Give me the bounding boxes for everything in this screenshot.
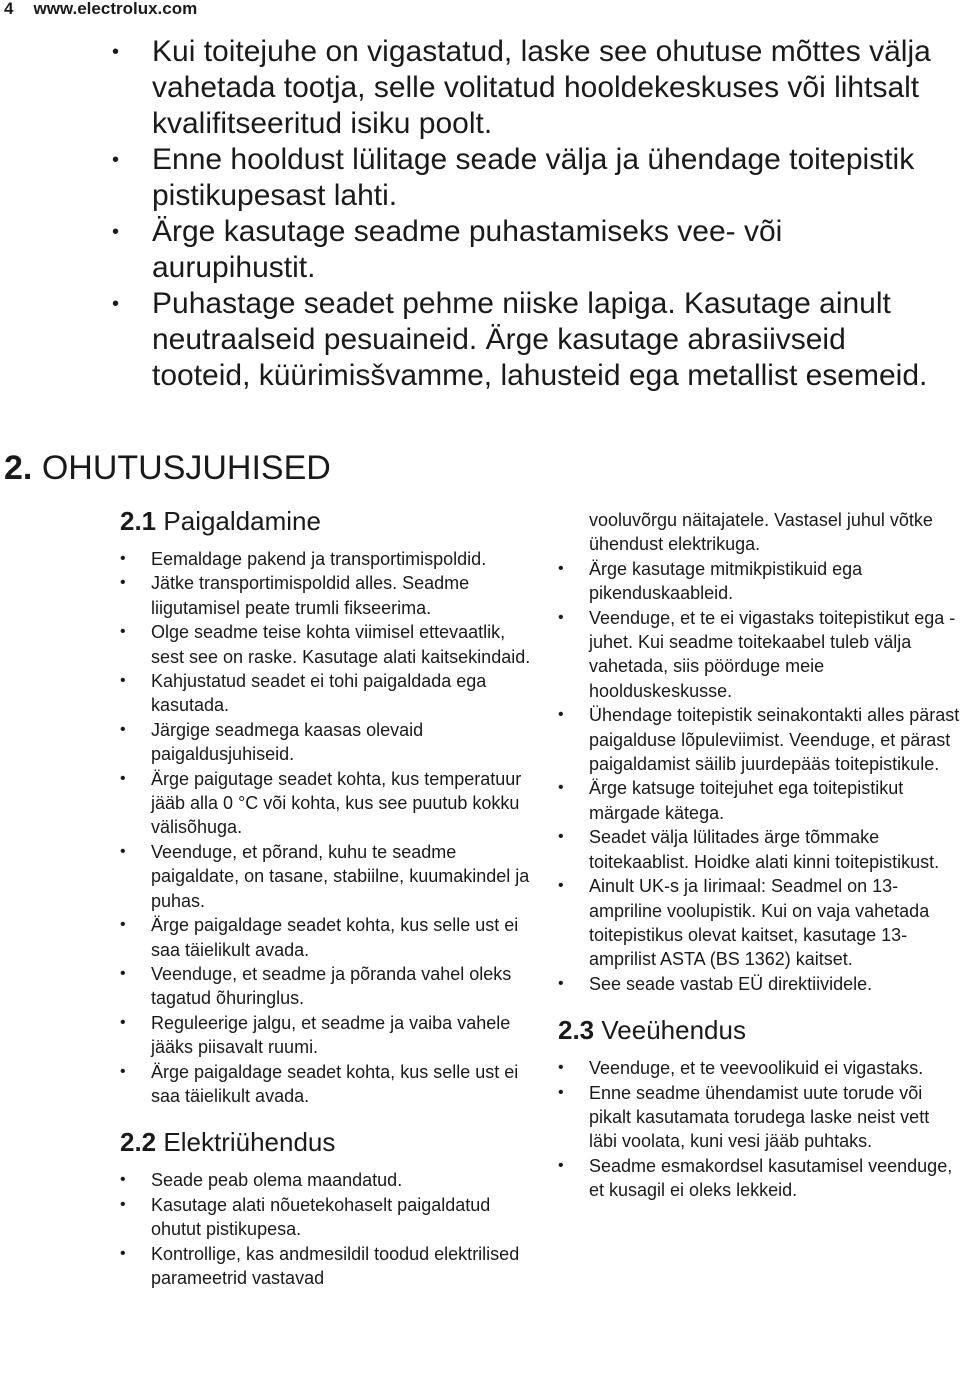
subsection-water-title: [558, 1014, 960, 1046]
list-item: • Järgige seadmega kaasas olevaid paigaldusjuhiseid.: [120, 718, 540, 767]
list-item: • Veenduge, et te ei vigastaks toitepistikut ega -juhet. Kui seadme toitekaabel tuleb välja vahetada, siis pöörduge meie hoolduskeskusse.: [558, 606, 960, 704]
subsection-number: 2.3: [558, 1015, 595, 1046]
page-number: 4: [4, 0, 14, 18]
list-item: • Olge seadme teise kohta viimisel ettevaatlik, sest see on raske. Kasutage alati kaitsekindaid.: [120, 620, 540, 669]
list-item: • Reguleerige jalgu, et seadme ja vaiba vahele jääks piisavalt ruumi.: [120, 1011, 540, 1060]
section-title: [4, 448, 331, 488]
list-item: • Eemaldage pakend ja transportimispoldid.: [120, 547, 540, 571]
list-item: • Kasutage alati nõuetekohaselt paigaldatud ohutut pistikupesa.: [120, 1193, 540, 1242]
water-list: [558, 1056, 960, 1202]
electrical-list: [120, 1168, 540, 1290]
list-item: • Ärge katsuge toitejuhet ega toitepistikut märgade kätega.: [558, 776, 960, 825]
electrical-list-continued: [558, 557, 960, 996]
list-item: • See seade vastab EÜ direktiividele.: [558, 972, 960, 996]
list-item: • Ärge kasutage seadme puhastamiseks vee- või aurupihustit.: [112, 214, 952, 286]
site-url: www.electrolux.com: [33, 0, 198, 18]
subsection-number: 2.1: [120, 506, 157, 536]
subsection-title-text: Veeühendus: [601, 1015, 746, 1046]
installation-list: [120, 547, 540, 1108]
section-title-text: OHUTUSJUHISED: [41, 449, 331, 487]
page-header: [4, 0, 197, 18]
list-item: • Enne hooldust lülitage seade välja ja ühendage toitepistik pistikupesast lahti.: [112, 142, 952, 214]
list-item: • Ärge paigaldage seadet kohta, kus selle ust ei saa täielikult avada.: [120, 913, 540, 962]
list-item: • Seadme esmakordsel kasutamisel veenduge, et kusagil ei oleks lekkeid.: [558, 1154, 960, 1203]
top-safety-list: [112, 34, 952, 394]
list-item: • Seadet välja lülitades ärge tõmmake toitekaablist. Hoidke alati kinni toitepistikust.: [558, 825, 960, 874]
list-item: • Ühendage toitepistik seinakontakti alles pärast paigalduse lõpuleviimist. Veenduge, et pärast paigaldamist säilib juurdepääs toitepistikule.: [558, 703, 960, 776]
list-item: • Seade peab olema maandatud.: [120, 1168, 540, 1192]
list-item: • Veenduge, et seadme ja põranda vahel oleks tagatud õhuringlus.: [120, 962, 540, 1011]
list-item: • Enne seadme ühendamist uute torude või pikalt kasutamata torudega laske neist vett läbi voolata, kuni vesi jääb puhtaks.: [558, 1081, 960, 1154]
subsection-title-text: Paigaldamine: [163, 506, 321, 536]
subsection-number: 2.2: [120, 1127, 157, 1158]
list-item: • Kahjustatud seadet ei tohi paigaldada ega kasutada.: [120, 669, 540, 718]
list-item: • Ärge paigaldage seadet kohta, kus selle ust ei saa täielikult avada.: [120, 1060, 540, 1109]
list-item: • Ärge paigutage seadet kohta, kus temperatuur jääb alla 0 °C või kohta, kus see puutub kokku välisõhuga.: [120, 767, 540, 840]
list-item: • Kui toitejuhe on vigastatud, laske see ohutuse mõttes välja vahetada tootja, selle volitatud hooldekeskuses või lihtsalt kvalifitseeritud isiku poolt.: [112, 34, 952, 142]
section-number: 2.: [4, 449, 33, 487]
list-item: • Ärge kasutage mitmikpistikuid ega pikenduskaableid.: [558, 557, 960, 606]
subsection-title-text: Elektriühendus: [163, 1127, 336, 1158]
subsection-installation-title: [120, 505, 540, 537]
list-item: • Puhastage seadet pehme niiske lapiga. Kasutage ainult neutraalseid pesuaineid. Ärge kasutage abrasiivseid tooteid, küürimisšvamme, lahusteid ega metallist esemeid.: [112, 286, 952, 394]
right-column: [558, 508, 960, 1203]
list-item: • Veenduge, et te veevoolikuid ei vigastaks.: [558, 1056, 960, 1080]
list-item: • Ainult UK-s ja Iirimaal: Seadmel on 13-ampriline voolupistik. Kui on vaja vahetada toitepistikus olevat kaitset, kasutage 13-amprilist ASTA (BS 1362) kaitset.: [558, 874, 960, 972]
list-item: • Kontrollige, kas andmesildil toodud elektrilised parameetrid vastavad: [120, 1242, 540, 1291]
left-column: [120, 505, 540, 1290]
list-item: • Jätke transportimispoldid alles. Seadme liigutamisel peate trumli fikseerima.: [120, 571, 540, 620]
list-item: • Veenduge, et põrand, kuhu te seadme paigaldate, on tasane, stabiilne, kuumakindel ja puhas.: [120, 840, 540, 913]
electrical-continuation: vooluvõrgu näitajatele. Vastasel juhul võtke ühendust elektrikuga.: [589, 510, 933, 555]
subsection-electrical-title: [120, 1126, 540, 1158]
